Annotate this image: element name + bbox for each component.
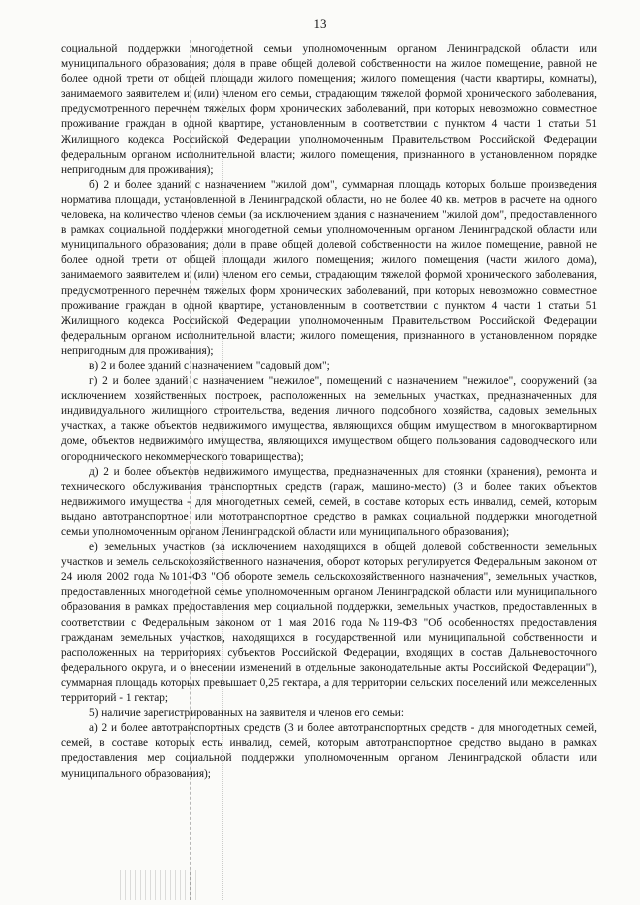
document-body [61, 42, 597, 782]
paragraph-point-5: 5) наличие зарегистрированных на заявителя и членов его семьи: [89, 707, 404, 720]
paragraph-item-b: б) 2 и более зданий с назначением "жилой дом", суммарная площадь которых больше произведения норматива площади, установленной в Ленинградской области, но не более 40 кв. метров в расчете на одного человека, на количество членов семьи (за исключением здания с назначением "жилой дом", предоставленного в рамках социальной поддержки многодетной семьи уполномоченным органом Ленинградской области или муниципального образования; доли в праве общей долевой собственности на жилое помещение, равной не более одной трети от общей площади жилого помещения; жилого помещения (части жилого дома), занимаемого заявителем и (или) членом его семьи, страдающим тяжелой формой хронического заболевания, предусмотренного перечнем тяжелых форм хронических заболеваний, при которых невозможно совместное проживание граждан в одной квартире, установленным в соответствии с пунктом 4 части 1 статьи 51 Жилищного кодекса Российской Федерации уполномоченным Правительством Российской Федерации федеральным органом исполнительной власти; жилого помещения, признанного в установленном порядке непригодным для проживания); [61, 178, 597, 357]
paragraph-item-d: д) 2 и более объектов недвижимого имущества, предназначенных для стоянки (хранения), ремонта и технического обслуживания транспортных средств (гараж, машино-место) (3 и более таких объектов недвижимого имущества - для многодетных семей, семей, в составе которых есть инвалид, семей, которым выдано автотранспортное или мототранспортное средство в рамках социальной поддержки многодетной семьи уполномоченным органом Ленинградской области или муниципального образования); [61, 465, 597, 538]
paragraph-point-5-item-a: а) 2 и более автотранспортных средств (3 и более автотранспортных средств - для многодетных семей, семей, в составе которых есть инвалид, семей, которым автотранспортное средство выдано в рамках предоставления мер социальной поддержки уполномоченным органом Ленинградской области или муниципального образования); [61, 722, 597, 780]
page-number: 13 [313, 16, 327, 31]
paragraph-item-g: г) 2 и более зданий с назначением "нежилое", помещений с назначением "нежилое", сооружений (за исключением хозяйственных построек, расположенных на земельных участках, предназначенных для индивидуального жилищного строительства, ведения личного подсобного хозяйства, садовых земельных участках, а также объектов недвижимого имущества, являющихся общим имуществом в многоквартирном доме, объектов недвижимого имущества, являющихся имуществом общего пользования садоводческого или огороднического некоммерческого товарищества); [61, 375, 597, 463]
paragraph-item-v: в) 2 и более зданий с назначением "садовый дом"; [89, 359, 330, 372]
paragraph-item-e: е) земельных участков (за исключением находящихся в общей долевой собственности земельных участков и земель сельскохозяйственного назначения, оборот которых регулируется Федеральным законом от 24 июля 2002 года №101-ФЗ "Об обороте земель сельскохозяйственного назначения", земельных участков, предоставленных многодетной семье уполномоченным органом Ленинградской области или муниципального образования в рамках предоставления мер социальной поддержки, земельных участков, предоставленных в соответствии с Федеральным законом от 1 мая 2016 года №119-ФЗ "Об особенностях предоставления гражданам земельных участков, находящихся в государственной или муниципальной собственности и расположенных на территориях субъектов Российской Федерации, входящих в состав Дальневосточного федерального округа, и о внесении изменений в отдельные законодательные акты Российской Федерации"), суммарная площадь которых превышает 0,25 гектара, а для территории сельских поселений или межселенных территорий - 1 гектар; [61, 541, 597, 705]
scan-artifact [120, 870, 200, 900]
paragraph-continuation: социальной поддержки многодетной семьи уполномоченным органом Ленинградской области или муниципального образования; доля в праве общей долевой собственности на жилое помещение, равной не более одной трети от общей площади жилого помещения; жилого помещения (части квартиры, комнаты), занимаемого заявителем и (или) членом его семьи, страдающим тяжелой формой хронического заболевания, предусмотренного перечнем тяжелых форм хронических заболеваний, при которых невозможно совместное проживание граждан в одной квартире, установленным в соответствии с пунктом 4 части 1 статьи 51 Жилищного кодекса Российской Федерации уполномоченным Правительством Российской Федерации федеральным органом исполнительной власти; жилого помещения, признанного в установленном порядке непригодным для проживания); [61, 43, 597, 176]
